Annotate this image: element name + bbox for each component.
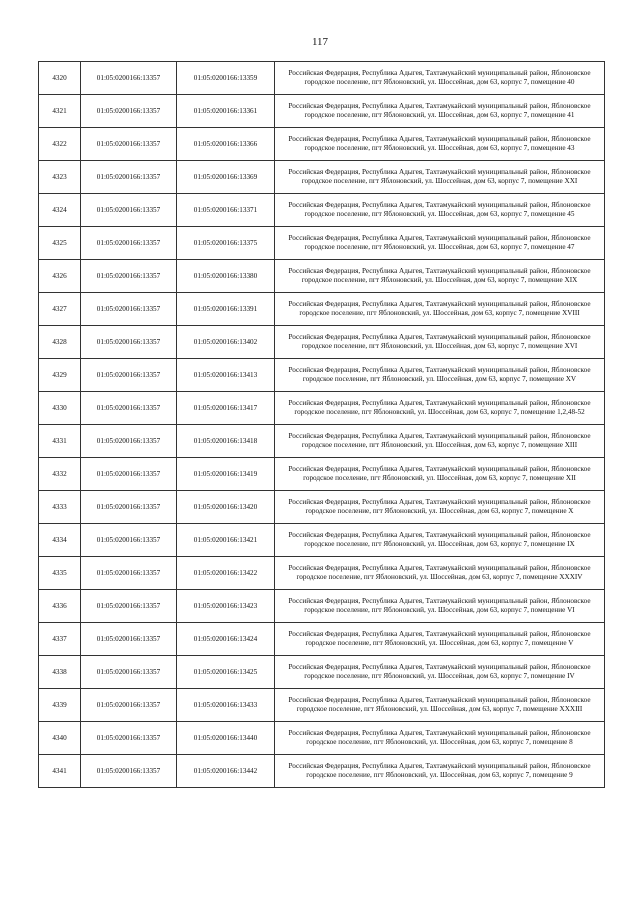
address-cell: Российская Федерация, Республика Адыгея, Тахтамукайский муниципальный район, Яблоновское городское поселение, пгт Яблоновский, ул. Шоссейная, дом 63, корпус 7, помещение X <box>275 491 605 524</box>
row-number-cell: 4333 <box>39 491 81 524</box>
parent-cadastral-number-cell: 01:05:0200166:13357 <box>81 557 177 590</box>
address-cell: Российская Федерация, Республика Адыгея, Тахтамукайский муниципальный район, Яблоновское городское поселение, пгт Яблоновский, ул. Шоссейная, дом 63, корпус 7, помещение IV <box>275 656 605 689</box>
address-cell: Российская Федерация, Республика Адыгея, Тахтамукайский муниципальный район, Яблоновское городское поселение, пгт Яблоновский, ул. Шоссейная, дом 63, корпус 7, помещение XV <box>275 359 605 392</box>
cadastral-number-cell: 01:05:0200166:13440 <box>177 722 275 755</box>
table-row <box>39 491 605 524</box>
parent-cadastral-number-cell: 01:05:0200166:13357 <box>81 392 177 425</box>
parent-cadastral-number-cell: 01:05:0200166:13357 <box>81 458 177 491</box>
table-row <box>39 557 605 590</box>
address-cell: Российская Федерация, Республика Адыгея, Тахтамукайский муниципальный район, Яблоновское городское поселение, пгт Яблоновский, ул. Шоссейная, дом 63, корпус 7, помещение VI <box>275 590 605 623</box>
table-row <box>39 722 605 755</box>
row-number-cell: 4338 <box>39 656 81 689</box>
table-row <box>39 194 605 227</box>
parent-cadastral-number-cell: 01:05:0200166:13357 <box>81 260 177 293</box>
address-cell: Российская Федерация, Республика Адыгея, Тахтамукайский муниципальный район, Яблоновское городское поселение, пгт Яблоновский, ул. Шоссейная, дом 63, корпус 7, помещение XIII <box>275 425 605 458</box>
cadastral-number-cell: 01:05:0200166:13442 <box>177 755 275 788</box>
page-number: 117 <box>311 36 329 48</box>
parent-cadastral-number-cell: 01:05:0200166:13357 <box>81 524 177 557</box>
parent-cadastral-number-cell: 01:05:0200166:13357 <box>81 293 177 326</box>
table-row <box>39 623 605 656</box>
row-number-cell: 4323 <box>39 161 81 194</box>
cadastral-number-cell: 01:05:0200166:13366 <box>177 128 275 161</box>
address-cell: Российская Федерация, Республика Адыгея, Тахтамукайский муниципальный район, Яблоновское городское поселение, пгт Яблоновский, ул. Шоссейная, дом 63, корпус 7, помещение 47 <box>275 227 605 260</box>
registry-table-body <box>39 62 605 788</box>
cadastral-number-cell: 01:05:0200166:13359 <box>177 62 275 95</box>
row-number-cell: 4328 <box>39 326 81 359</box>
row-number-cell: 4329 <box>39 359 81 392</box>
table-row <box>39 293 605 326</box>
address-cell: Российская Федерация, Республика Адыгея, Тахтамукайский муниципальный район, Яблоновское городское поселение, пгт Яблоновский, ул. Шоссейная, дом 63, корпус 7, помещение XIX <box>275 260 605 293</box>
parent-cadastral-number-cell: 01:05:0200166:13357 <box>81 62 177 95</box>
cadastral-number-cell: 01:05:0200166:13424 <box>177 623 275 656</box>
row-number-cell: 4336 <box>39 590 81 623</box>
table-row <box>39 62 605 95</box>
row-number-cell: 4322 <box>39 128 81 161</box>
row-number-cell: 4335 <box>39 557 81 590</box>
row-number-cell: 4332 <box>39 458 81 491</box>
table-row <box>39 326 605 359</box>
address-cell: Российская Федерация, Республика Адыгея, Тахтамукайский муниципальный район, Яблоновское городское поселение, пгт Яблоновский, ул. Шоссейная, дом 63, корпус 7, помещение 8 <box>275 722 605 755</box>
cadastral-number-cell: 01:05:0200166:13422 <box>177 557 275 590</box>
address-cell: Российская Федерация, Республика Адыгея, Тахтамукайский муниципальный район, Яблоновское городское поселение, пгт Яблоновский, ул. Шоссейная, дом 63, корпус 7, помещение 9 <box>275 755 605 788</box>
address-cell: Российская Федерация, Республика Адыгея, Тахтамукайский муниципальный район, Яблоновское городское поселение, пгт Яблоновский, ул. Шоссейная, дом 63, корпус 7, помещение 40 <box>275 62 605 95</box>
cadastral-number-cell: 01:05:0200166:13369 <box>177 161 275 194</box>
table-row <box>39 392 605 425</box>
row-number-cell: 4326 <box>39 260 81 293</box>
cadastral-number-cell: 01:05:0200166:13421 <box>177 524 275 557</box>
address-cell: Российская Федерация, Республика Адыгея, Тахтамукайский муниципальный район, Яблоновское городское поселение, пгт Яблоновский, ул. Шоссейная, дом 63, корпус 7, помещение IX <box>275 524 605 557</box>
row-number-cell: 4324 <box>39 194 81 227</box>
registry-table <box>38 61 605 788</box>
parent-cadastral-number-cell: 01:05:0200166:13357 <box>81 359 177 392</box>
cadastral-number-cell: 01:05:0200166:13423 <box>177 590 275 623</box>
cadastral-number-cell: 01:05:0200166:13420 <box>177 491 275 524</box>
parent-cadastral-number-cell: 01:05:0200166:13357 <box>81 623 177 656</box>
row-number-cell: 4327 <box>39 293 81 326</box>
table-row <box>39 227 605 260</box>
parent-cadastral-number-cell: 01:05:0200166:13357 <box>81 227 177 260</box>
address-cell: Российская Федерация, Республика Адыгея, Тахтамукайский муниципальный район, Яблоновское городское поселение, пгт Яблоновский, ул. Шоссейная, дом 63, корпус 7, помещение XII <box>275 458 605 491</box>
row-number-cell: 4337 <box>39 623 81 656</box>
cadastral-number-cell: 01:05:0200166:13361 <box>177 95 275 128</box>
row-number-cell: 4325 <box>39 227 81 260</box>
row-number-cell: 4339 <box>39 689 81 722</box>
parent-cadastral-number-cell: 01:05:0200166:13357 <box>81 95 177 128</box>
table-row <box>39 128 605 161</box>
table-row <box>39 260 605 293</box>
address-cell: Российская Федерация, Республика Адыгея, Тахтамукайский муниципальный район, Яблоновское городское поселение, пгт Яблоновский, ул. Шоссейная, дом 63, корпус 7, помещение XXXIV <box>275 557 605 590</box>
table-row <box>39 755 605 788</box>
address-cell: Российская Федерация, Республика Адыгея, Тахтамукайский муниципальный район, Яблоновское городское поселение, пгт Яблоновский, ул. Шоссейная, дом 63, корпус 7, помещение 43 <box>275 128 605 161</box>
row-number-cell: 4334 <box>39 524 81 557</box>
table-row <box>39 359 605 392</box>
table-row <box>39 458 605 491</box>
address-cell: Российская Федерация, Республика Адыгея, Тахтамукайский муниципальный район, Яблоновское городское поселение, пгт Яблоновский, ул. Шоссейная, дом 63, корпус 7, помещение V <box>275 623 605 656</box>
table-row <box>39 161 605 194</box>
address-cell: Российская Федерация, Республика Адыгея, Тахтамукайский муниципальный район, Яблоновское городское поселение, пгт Яблоновский, ул. Шоссейная, дом 63, корпус 7, помещение 45 <box>275 194 605 227</box>
table-row <box>39 425 605 458</box>
cadastral-number-cell: 01:05:0200166:13413 <box>177 359 275 392</box>
row-number-cell: 4341 <box>39 755 81 788</box>
parent-cadastral-number-cell: 01:05:0200166:13357 <box>81 590 177 623</box>
table-row <box>39 95 605 128</box>
cadastral-number-cell: 01:05:0200166:13433 <box>177 689 275 722</box>
cadastral-number-cell: 01:05:0200166:13391 <box>177 293 275 326</box>
row-number-cell: 4330 <box>39 392 81 425</box>
table-row <box>39 524 605 557</box>
cadastral-number-cell: 01:05:0200166:13419 <box>177 458 275 491</box>
cadastral-number-cell: 01:05:0200166:13417 <box>177 392 275 425</box>
row-number-cell: 4331 <box>39 425 81 458</box>
cadastral-number-cell: 01:05:0200166:13375 <box>177 227 275 260</box>
cadastral-number-cell: 01:05:0200166:13371 <box>177 194 275 227</box>
parent-cadastral-number-cell: 01:05:0200166:13357 <box>81 161 177 194</box>
address-cell: Российская Федерация, Республика Адыгея, Тахтамукайский муниципальный район, Яблоновское городское поселение, пгт Яблоновский, ул. Шоссейная, дом 63, корпус 7, помещение XVI <box>275 326 605 359</box>
cadastral-number-cell: 01:05:0200166:13418 <box>177 425 275 458</box>
table-row <box>39 590 605 623</box>
address-cell: Российская Федерация, Республика Адыгея, Тахтамукайский муниципальный район, Яблоновское городское поселение, пгт Яблоновский, ул. Шоссейная, дом 63, корпус 7, помещение XXI <box>275 161 605 194</box>
address-cell: Российская Федерация, Республика Адыгея, Тахтамукайский муниципальный район, Яблоновское городское поселение, пгт Яблоновский, ул. Шоссейная, дом 63, корпус 7, помещение 41 <box>275 95 605 128</box>
cadastral-number-cell: 01:05:0200166:13425 <box>177 656 275 689</box>
parent-cadastral-number-cell: 01:05:0200166:13357 <box>81 656 177 689</box>
row-number-cell: 4320 <box>39 62 81 95</box>
table-row <box>39 656 605 689</box>
cadastral-number-cell: 01:05:0200166:13380 <box>177 260 275 293</box>
parent-cadastral-number-cell: 01:05:0200166:13357 <box>81 128 177 161</box>
parent-cadastral-number-cell: 01:05:0200166:13357 <box>81 491 177 524</box>
parent-cadastral-number-cell: 01:05:0200166:13357 <box>81 755 177 788</box>
address-cell: Российская Федерация, Республика Адыгея, Тахтамукайский муниципальный район, Яблоновское городское поселение, пгт Яблоновский, ул. Шоссейная, дом 63, корпус 7, помещение XVIII <box>275 293 605 326</box>
table-row <box>39 689 605 722</box>
address-cell: Российская Федерация, Республика Адыгея, Тахтамукайский муниципальный район, Яблоновское городское поселение, пгт Яблоновский, ул. Шоссейная, дом 63, корпус 7, помещение XXXIII <box>275 689 605 722</box>
address-cell: Российская Федерация, Республика Адыгея, Тахтамукайский муниципальный район, Яблоновское городское поселение, пгт Яблоновский, ул. Шоссейная, дом 63, корпус 7, помещение 1,2,48-52 <box>275 392 605 425</box>
parent-cadastral-number-cell: 01:05:0200166:13357 <box>81 326 177 359</box>
row-number-cell: 4321 <box>39 95 81 128</box>
parent-cadastral-number-cell: 01:05:0200166:13357 <box>81 425 177 458</box>
parent-cadastral-number-cell: 01:05:0200166:13357 <box>81 689 177 722</box>
row-number-cell: 4340 <box>39 722 81 755</box>
cadastral-number-cell: 01:05:0200166:13402 <box>177 326 275 359</box>
parent-cadastral-number-cell: 01:05:0200166:13357 <box>81 722 177 755</box>
parent-cadastral-number-cell: 01:05:0200166:13357 <box>81 194 177 227</box>
